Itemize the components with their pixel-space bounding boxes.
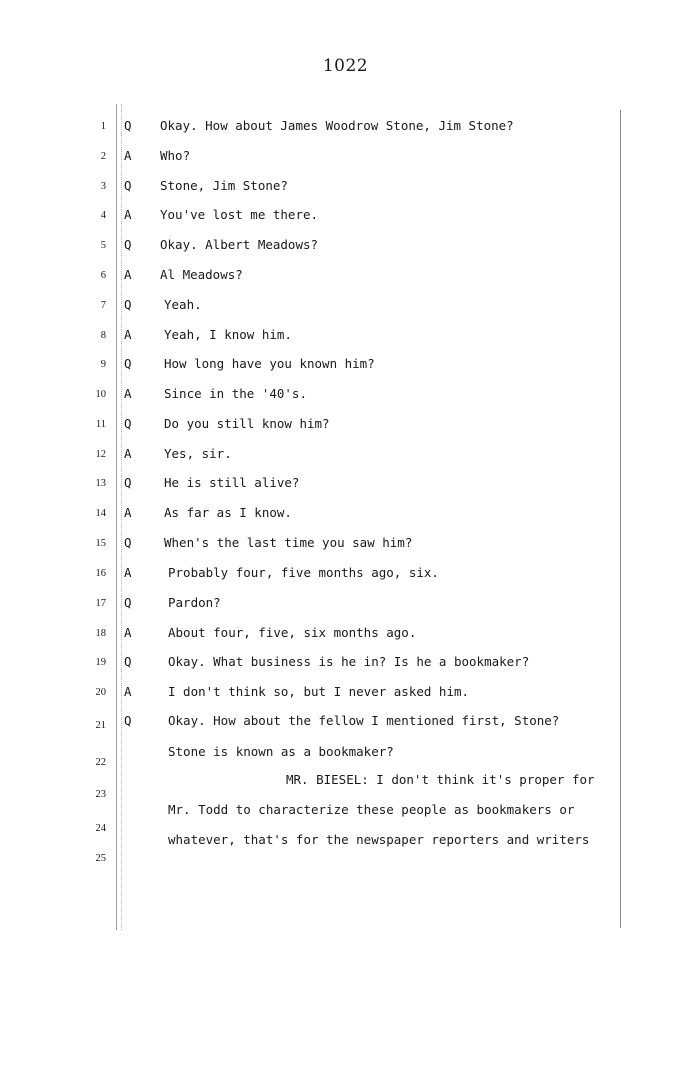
speaker-label: Q: [124, 713, 132, 728]
line-number: 1: [100, 121, 106, 132]
transcript-line: [0, 505, 640, 525]
transcript-line: [0, 237, 640, 257]
line-number: 22: [95, 757, 106, 768]
line-number: 15: [95, 538, 106, 549]
speaker-label: Q: [124, 297, 132, 312]
line-number: 17: [95, 598, 106, 609]
speaker-label: A: [124, 446, 132, 461]
line-text: Stone, Jim Stone?: [160, 178, 288, 193]
transcript-line: [0, 356, 640, 376]
line-text: He is still alive?: [164, 475, 300, 490]
transcript-line: [0, 595, 640, 615]
line-number: 12: [95, 449, 106, 460]
line-text: Mr. Todd to characterize these people as bookmakers or: [168, 802, 575, 817]
transcript-line: [0, 744, 640, 768]
line-number: 8: [100, 330, 106, 341]
line-text: How long have you known him?: [164, 356, 375, 371]
line-text: I don't think so, but I never asked him.: [168, 684, 470, 699]
speaker-label: Q: [124, 654, 132, 669]
line-number: 7: [100, 300, 106, 311]
transcript-line: [0, 772, 640, 800]
line-text: Stone is known as a bookmaker?: [168, 744, 394, 759]
line-text: Pardon?: [168, 595, 221, 610]
line-text: Okay. Albert Meadows?: [160, 237, 319, 252]
line-number: 11: [95, 419, 106, 430]
line-number: 24: [95, 823, 106, 834]
transcript-line: [0, 684, 640, 704]
line-text: Al Meadows?: [160, 267, 243, 282]
line-number: 2: [100, 151, 106, 162]
transcript-line: [0, 386, 640, 406]
line-number: 4: [100, 210, 106, 221]
speaker-label: Q: [124, 475, 132, 490]
speaker-label: Q: [124, 237, 132, 252]
line-number: 5: [100, 240, 106, 251]
line-text: About four, five, six months ago.: [168, 625, 417, 640]
transcript-line: [0, 654, 640, 674]
transcript-line: [0, 625, 640, 645]
line-text: Okay. How about James Woodrow Stone, Jim Stone?: [160, 118, 514, 133]
line-number: 10: [95, 389, 106, 400]
line-number: 13: [95, 478, 106, 489]
line-number: 3: [100, 181, 106, 192]
transcript-line: [0, 713, 640, 733]
speaker-label: A: [124, 327, 132, 342]
transcript-line: [0, 207, 640, 227]
speaker-label: Q: [124, 416, 132, 431]
line-number: 9: [100, 359, 106, 370]
speaker-label: Q: [124, 535, 132, 550]
speaker-label: Q: [124, 356, 132, 371]
line-text: Probably four, five months ago, six.: [168, 565, 439, 580]
line-number: 25: [95, 853, 106, 864]
transcript-line: [0, 148, 640, 168]
line-number: 23: [95, 789, 106, 800]
speaker-label: A: [124, 386, 132, 401]
transcript-line: [0, 118, 640, 138]
line-number: 18: [95, 628, 106, 639]
speaker-label: A: [124, 505, 132, 520]
line-text: You've lost me there.: [160, 207, 319, 222]
transcript-line: [0, 802, 640, 834]
line-text: Who?: [160, 148, 191, 163]
line-text: whatever, that's for the newspaper reporters and writers: [168, 832, 590, 847]
line-text: Yes, sir.: [164, 446, 232, 461]
line-text: MR. BIESEL: I don't think it's proper for: [286, 772, 595, 787]
speaker-label: A: [124, 267, 132, 282]
transcript-line: [0, 832, 640, 864]
line-number: 6: [100, 270, 106, 281]
line-text: Okay. What business is he in? Is he a bookmaker?: [168, 654, 530, 669]
speaker-label: A: [124, 565, 132, 580]
line-number: 14: [95, 508, 106, 519]
transcript-line: [0, 565, 640, 585]
line-number: 20: [95, 687, 106, 698]
transcript-line: [0, 327, 640, 347]
line-text: When's the last time you saw him?: [164, 535, 413, 550]
speaker-label: Q: [124, 118, 132, 133]
page-number: 1022: [322, 56, 369, 76]
transcript-line: [0, 267, 640, 287]
line-number: 16: [95, 568, 106, 579]
speaker-label: A: [124, 625, 132, 640]
transcript-line: [0, 446, 640, 466]
line-number: 19: [95, 657, 106, 668]
line-number: 21: [95, 720, 106, 731]
line-text: Yeah, I know him.: [164, 327, 292, 342]
transcript-line: [0, 178, 640, 198]
speaker-label: A: [124, 684, 132, 699]
line-text: Okay. How about the fellow I mentioned first, Stone?: [168, 713, 560, 728]
transcript-line: [0, 475, 640, 495]
transcript-line: [0, 535, 640, 555]
transcript-line: [0, 416, 640, 436]
speaker-label: Q: [124, 595, 132, 610]
line-text: Yeah.: [164, 297, 202, 312]
speaker-label: A: [124, 148, 132, 163]
line-text: As far as I know.: [164, 505, 292, 520]
transcript-line: [0, 297, 640, 317]
line-text: Since in the '40's.: [164, 386, 307, 401]
line-text: Do you still know him?: [164, 416, 330, 431]
speaker-label: Q: [124, 178, 132, 193]
speaker-label: A: [124, 207, 132, 222]
